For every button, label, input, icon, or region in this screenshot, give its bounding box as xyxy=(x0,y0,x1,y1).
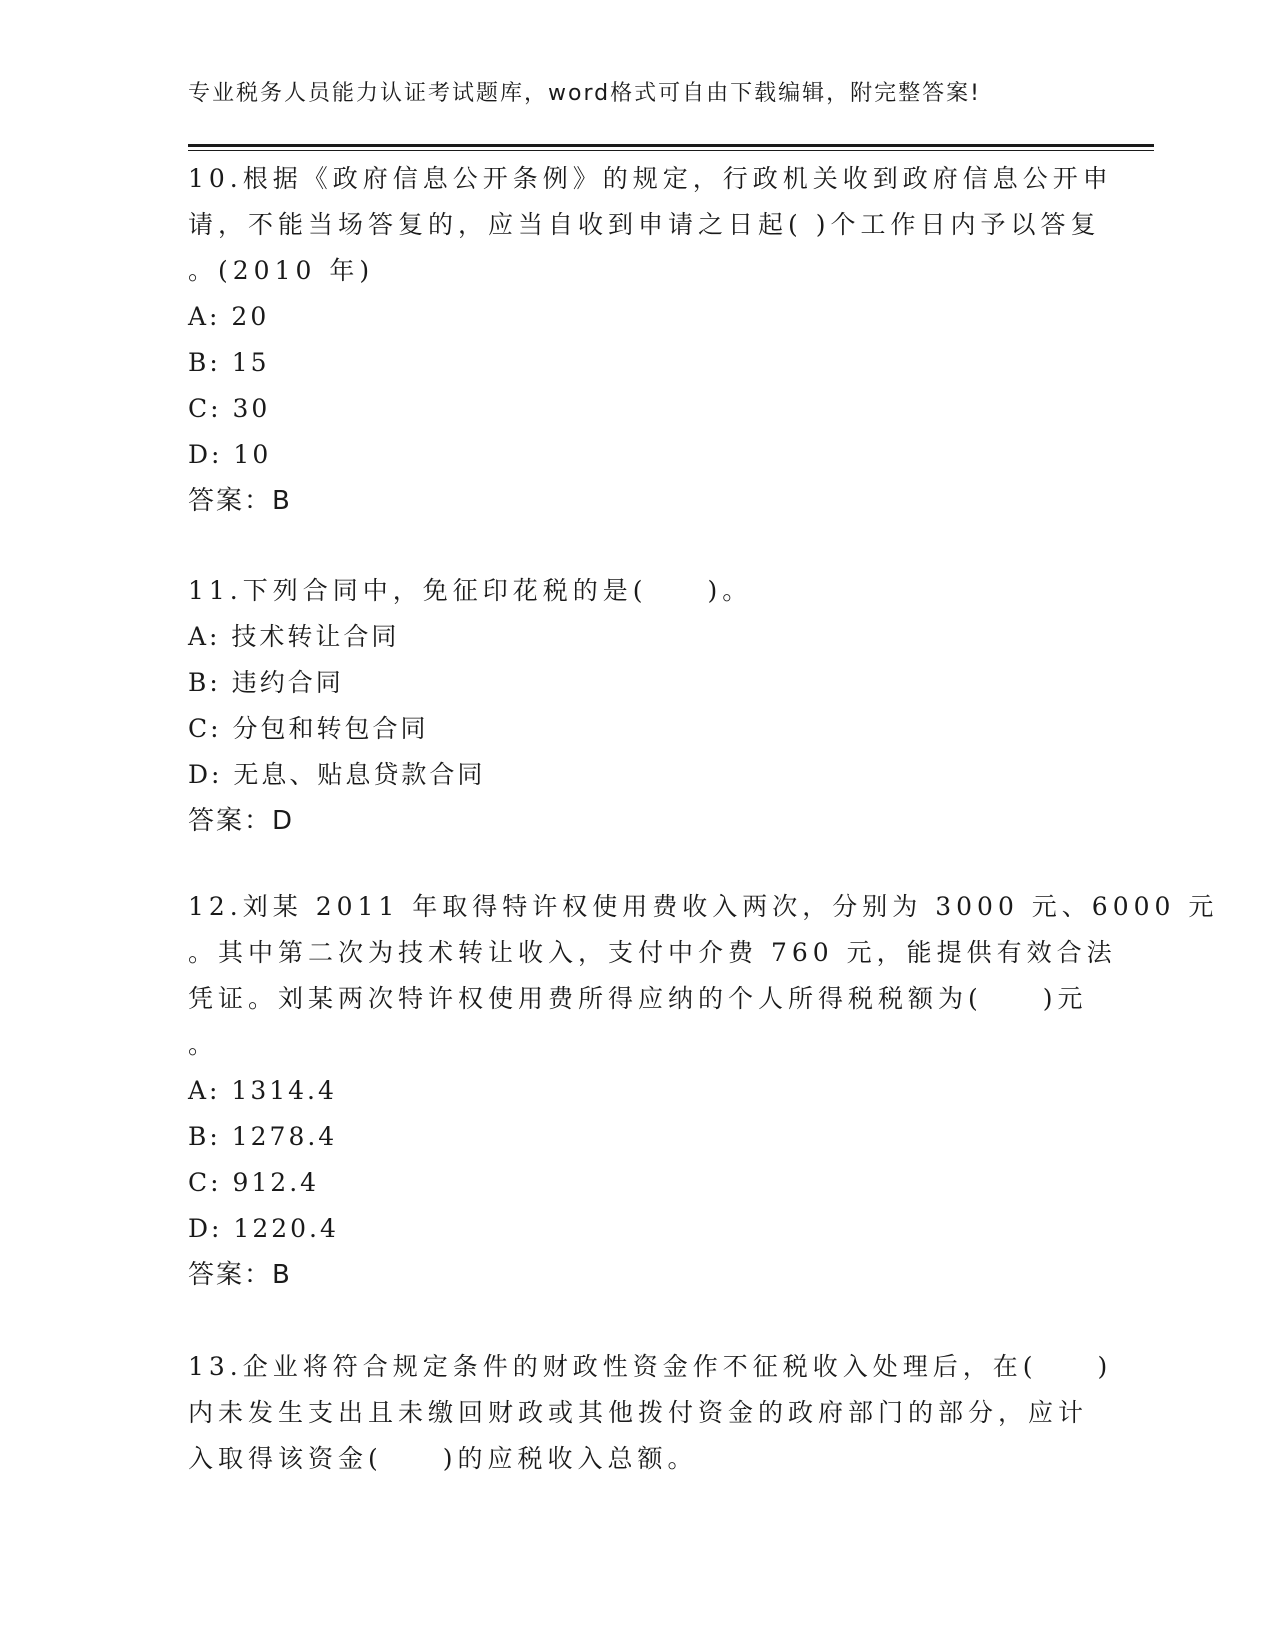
option-d: D: 1220.4 xyxy=(188,1214,339,1243)
question-13 xyxy=(188,1344,1113,1482)
option-d: D: 无息、贴息贷款合同 xyxy=(188,760,486,789)
option-a: A: 1314.4 xyxy=(188,1076,337,1105)
answer: 答案：D xyxy=(188,806,295,836)
question-text-line: 11.下列合同中，免征印花税的是( )。 xyxy=(188,576,753,605)
answer: 答案：B xyxy=(188,1260,292,1290)
option-b: B: 违约合同 xyxy=(188,668,344,697)
question-12 xyxy=(188,884,1219,1298)
question-text-line: 13.企业将符合规定条件的财政性资金作不征税收入处理后，在( ) xyxy=(188,1352,1113,1381)
option-c: C: 30 xyxy=(188,394,271,423)
question-text-line: 请，不能当场答复的，应当自收到申请之日起( )个工作日内予以答复 xyxy=(188,210,1101,239)
option-a: A: 20 xyxy=(188,302,270,331)
option-c: C: 分包和转包合同 xyxy=(188,714,429,743)
question-text-line: 。(2010 年) xyxy=(188,256,375,285)
question-text-line: 12.刘某 2011 年取得特许权使用费收入两次，分别为 3000 元、6000 元 xyxy=(188,892,1219,921)
answer: 答案：B xyxy=(188,486,292,516)
page-header: 专业税务人员能力认证考试题库，word格式可自由下载编辑，附完整答案! xyxy=(188,81,981,106)
option-c: C: 912.4 xyxy=(188,1168,320,1197)
question-text-line: 。 xyxy=(188,1030,219,1059)
option-b: B: 15 xyxy=(188,348,270,377)
option-d: D: 10 xyxy=(188,440,272,469)
option-a: A: 技术转让合同 xyxy=(188,622,400,651)
question-11 xyxy=(188,568,1088,844)
header-rule-thin xyxy=(188,150,1154,151)
header-rule-thick xyxy=(188,144,1154,147)
question-text-line: 内未发生支出且未缴回财政或其他拨付资金的政府部门的部分，应计 xyxy=(188,1398,1089,1427)
question-text-line: 入取得该资金( )的应税收入总额。 xyxy=(188,1444,698,1473)
question-text-line: 。其中第二次为技术转让收入，支付中介费 760 元，能提供有效合法 xyxy=(188,938,1117,967)
question-text-line: 10.根据《政府信息公开条例》的规定，行政机关收到政府信息公开申 xyxy=(188,164,1113,193)
question-10 xyxy=(188,156,1113,524)
option-b: B: 1278.4 xyxy=(188,1122,338,1151)
question-text-line: 凭证。刘某两次特许权使用费所得应纳的个人所得税税额为( )元 xyxy=(188,984,1088,1013)
